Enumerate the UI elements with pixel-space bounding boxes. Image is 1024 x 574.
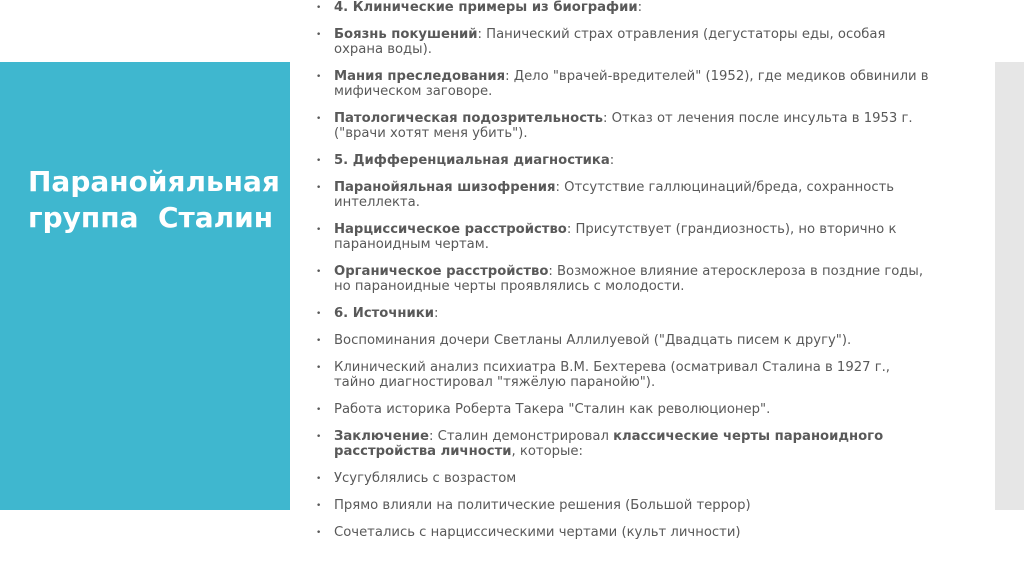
list-item-text [334,0,934,15]
bullet-icon: • [316,309,322,319]
list-item-text [334,498,934,513]
plain-text: : [609,153,615,168]
bold-text: 5. Дифференциальная диагностика [334,153,610,168]
bullet-icon: • [316,3,322,13]
bullet-icon: • [316,72,322,82]
plain-text: : Возможное влияние атеросклероза в поздние годы, но параноидные черты проявлялись с молодости. [334,264,924,294]
list-item-text [334,69,934,99]
bold-text: Мания преследования [334,69,506,84]
plain-text: , которые: [511,444,583,459]
list-item-text [334,180,934,210]
plain-text: : [637,0,643,15]
list-item-text [334,525,934,540]
bullet-icon: • [316,114,322,124]
plain-text: : Панический страх отравления (дегустаторы еды, особая охрана воды). [334,27,886,57]
bullet-icon: • [316,183,322,193]
slide-title-line-2: группа Сталин [28,201,274,234]
bullet-icon: • [316,336,322,346]
plain-text: Работа историка Роберта Такера "Сталин как революционер". [334,402,771,417]
bullet-icon: • [316,405,322,415]
bullet-icon: • [316,156,322,166]
list-item-text [334,333,934,348]
list-item-text [334,222,934,252]
plain-text: Усугублялись с возрастом [334,471,517,486]
bold-text: 6. Источники [334,306,434,321]
side-strip [995,62,1024,510]
plain-text: Сочетались с нарциссическими чертами (культ личности) [334,525,741,540]
bold-text: Заключение [334,429,429,444]
slide-title [28,164,288,236]
list-item-text [334,153,934,168]
plain-text: Прямо влияли на политические решения (Большой террор) [334,498,751,513]
list-item-text [334,264,934,294]
slide-title-line-1: Паранойяльная [28,165,280,198]
bold-text: Органическое расстройство [334,264,549,279]
plain-text: : [433,306,439,321]
list-item-text [334,111,934,141]
bold-text: Нарциссическое расстройство [334,222,567,237]
bullet-icon: • [316,474,322,484]
bold-text: классические черты параноидного расстройства личности [334,429,884,459]
plain-text: : Дело "врачей-вредителей" (1952), где медиков обвинили в мифическом заговоре. [334,69,929,99]
bold-text: 4. Клинические примеры из биографии [334,0,638,15]
list-item-text [334,402,934,417]
bullet-icon: • [316,528,322,538]
list-item-text [334,306,934,321]
list-item-text [334,471,934,486]
plain-text: : Сталин демонстрировал [429,429,614,444]
plain-text: Клинический анализ психиатра В.М. Бехтерева (осматривал Сталина в 1927 г., тайно диагностировал "тяжёлую паранойю"). [334,360,890,390]
plain-text: : Отказ от лечения после инсульта в 1953 г. ("врачи хотят меня убить"). [334,111,913,141]
bold-text: Боязнь покушений [334,27,478,42]
bullet-icon: • [316,501,322,511]
list-item-text [334,360,934,390]
bullet-icon: • [316,225,322,235]
list-item-text [334,27,934,57]
plain-text: : Отсутствие галлюцинаций/бреда, сохранность интеллекта. [334,180,895,210]
bold-text: Патологическая подозрительность [334,111,603,126]
bullet-icon: • [316,432,322,442]
bullet-icon: • [316,30,322,40]
plain-text: : Присутствует (грандиозность), но вторично к параноидным чертам. [334,222,897,252]
list-item-text [334,429,934,459]
plain-text: Воспоминания дочери Светланы Аллилуевой ("Двадцать писем к другу"). [334,333,852,348]
title-panel [0,62,290,510]
bullet-icon: • [316,363,322,373]
bullet-icon: • [316,267,322,277]
bold-text: Паранойяльная шизофрения [334,180,556,195]
